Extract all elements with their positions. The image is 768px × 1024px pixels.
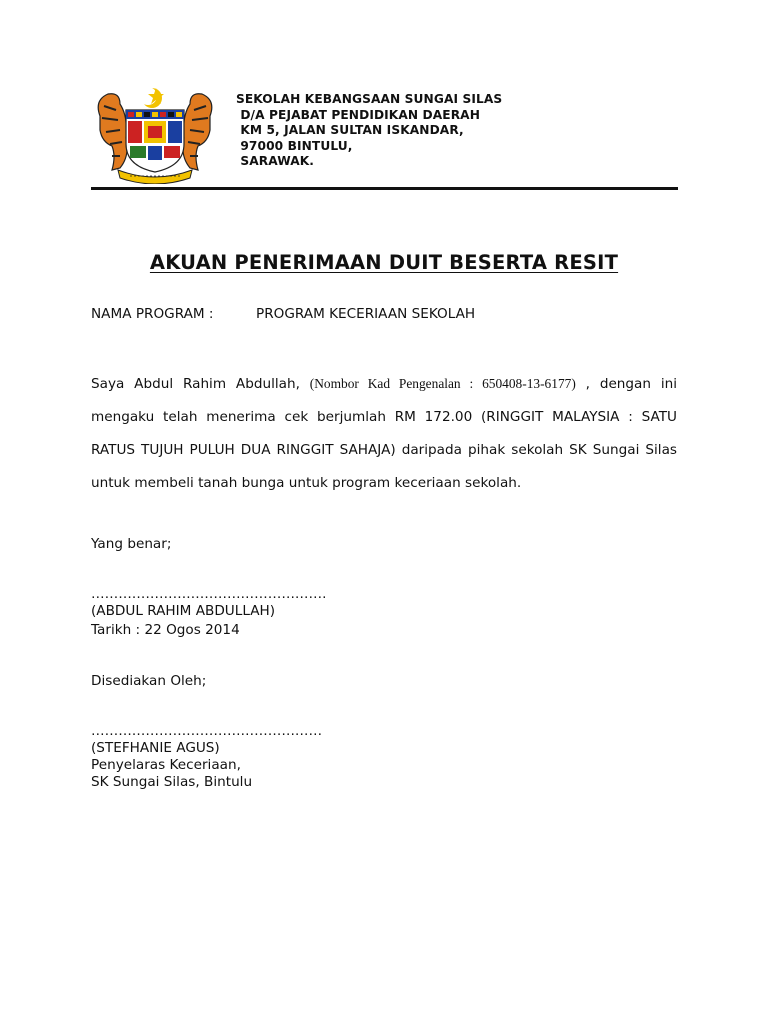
receipt-date: Tarikh : 22 Ogos 2014 — [91, 622, 240, 638]
recipient-signature-line: ……………………………………………. — [91, 586, 327, 602]
letterhead-line-2: D/A PEJABAT PENDIDIKAN DAERAH — [236, 107, 481, 122]
letterhead-school-name: SEKOLAH KEBANGSAAN SUNGAI SILAS — [236, 92, 503, 106]
program-label: NAMA PROGRAM : — [91, 306, 214, 322]
header-divider — [91, 187, 678, 190]
prepared-by-label: Disediakan Oleh; — [91, 673, 207, 689]
closing-text: Yang benar; — [91, 536, 172, 552]
preparer-role: Penyelaras Keceriaan, — [91, 757, 241, 773]
letterhead-line-4: 97000 BINTULU, — [236, 138, 353, 153]
malaysia-coat-of-arms-icon — [90, 86, 220, 184]
letterhead-line-3: KM 5, JALAN SULTAN ISKANDAR, — [236, 123, 464, 137]
recipient-name: (ABDUL RAHIM ABDULLAH) — [91, 603, 276, 619]
preparer-signature-line: …………………………………………… — [91, 723, 323, 739]
preparer-name: (STEFHANIE AGUS) — [91, 740, 220, 756]
declaration-paragraph — [91, 367, 677, 500]
letterhead-line-5: SARAWAK. — [236, 154, 315, 168]
declaration-body: , dengan ini mengaku telah menerima cek berjumlah RM 172.00 (RINGGIT MALAYSIA : SATU RATUS TUJUH PULUH DUA RINGGIT SAHAJA) daripada pihak sekolah SK Sungai Silas untuk membeli tanah bunga untuk program keceriaan sekolah. — [91, 376, 678, 491]
ic-number: (Nombor Kad Pengenalan : 650408-13-6177) — [309, 376, 576, 391]
preparer-school: SK Sungai Silas, Bintulu — [91, 774, 253, 790]
school-letterhead — [236, 92, 502, 170]
program-name: PROGRAM KECERIAAN SEKOLAH — [256, 306, 476, 322]
declaration-prefix: Saya Abdul Rahim Abdullah, — [91, 376, 310, 392]
document-title: AKUAN PENERIMAAN DUIT BESERTA RESIT — [149, 251, 619, 274]
